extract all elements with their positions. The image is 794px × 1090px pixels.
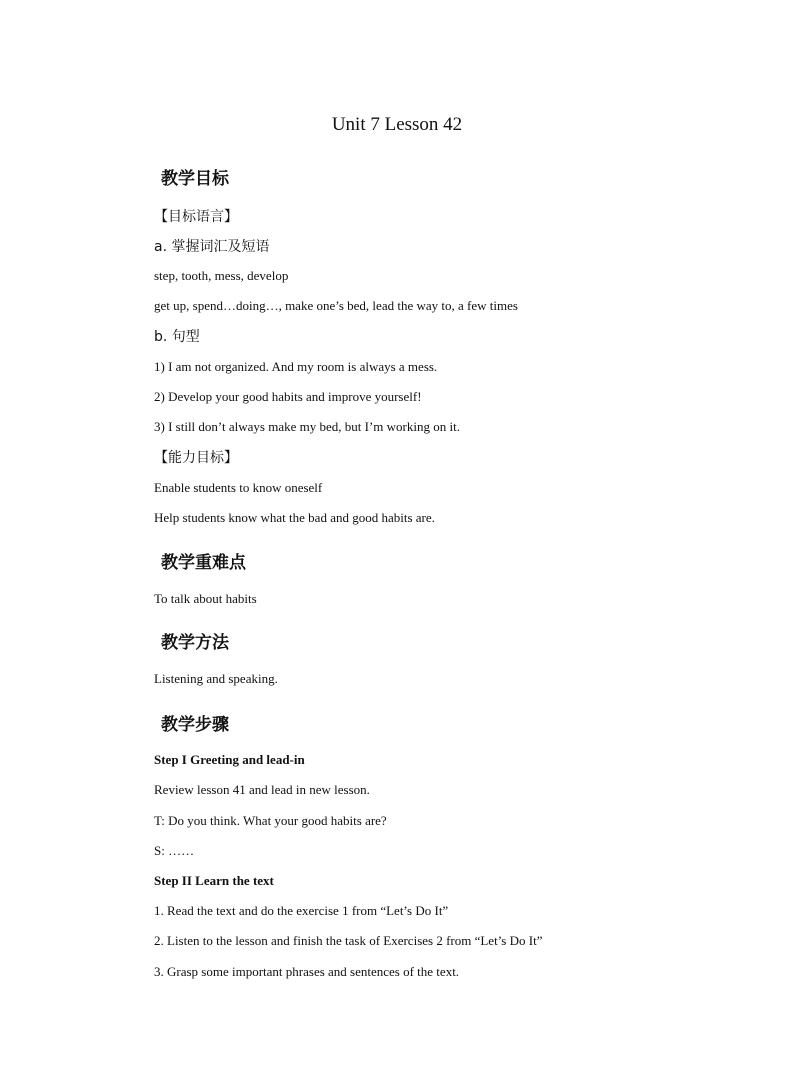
step1-line: Review lesson 41 and lead in new lesson. [154, 782, 370, 797]
vocab-label: a. 掌握词汇及短语 [154, 239, 270, 255]
step2-title: Step II Learn the text [154, 873, 274, 888]
step1-line: S: …… [154, 843, 195, 858]
key-points-text: To talk about habits [154, 591, 257, 606]
step1-line: T: Do you think. What your good habits are? [154, 813, 387, 828]
methods-heading: 教学方法 [161, 633, 229, 653]
ability-line: Help students know what the bad and good habits are. [154, 510, 435, 525]
sentence-line: 1) I am not organized. And my room is always a mess. [154, 359, 438, 374]
sentence-line: 3) I still don’t always make my bed, but I’m working on it. [154, 419, 460, 434]
sentence-line: 2) Develop your good habits and improve yourself! [154, 389, 422, 404]
vocab-phrases: get up, spend…doing…, make one’s bed, lead the way to, a few times [154, 298, 518, 313]
page-title: Unit 7 Lesson 42 [331, 114, 463, 135]
procedure-heading: 教学步骤 [161, 715, 229, 735]
target-language-label: 【目标语言】 [154, 209, 238, 225]
pattern-label: b. 句型 [154, 329, 200, 345]
key-points-heading: 教学重难点 [161, 553, 246, 573]
step2-line: 2. Listen to the lesson and finish the task of Exercises 2 from “Let’s Do It” [154, 933, 543, 948]
step2-line: 1. Read the text and do the exercise 1 from “Let’s Do It” [154, 903, 449, 918]
objectives-heading: 教学目标 [161, 169, 229, 189]
ability-line: Enable students to know oneself [154, 480, 323, 495]
ability-label: 【能力目标】 [154, 450, 238, 466]
step2-line: 3. Grasp some important phrases and sentences of the text. [154, 964, 460, 979]
vocab-words: step, tooth, mess, develop [154, 268, 289, 283]
step1-title: Step I Greeting and lead-in [154, 752, 305, 767]
methods-text: Listening and speaking. [154, 671, 278, 686]
